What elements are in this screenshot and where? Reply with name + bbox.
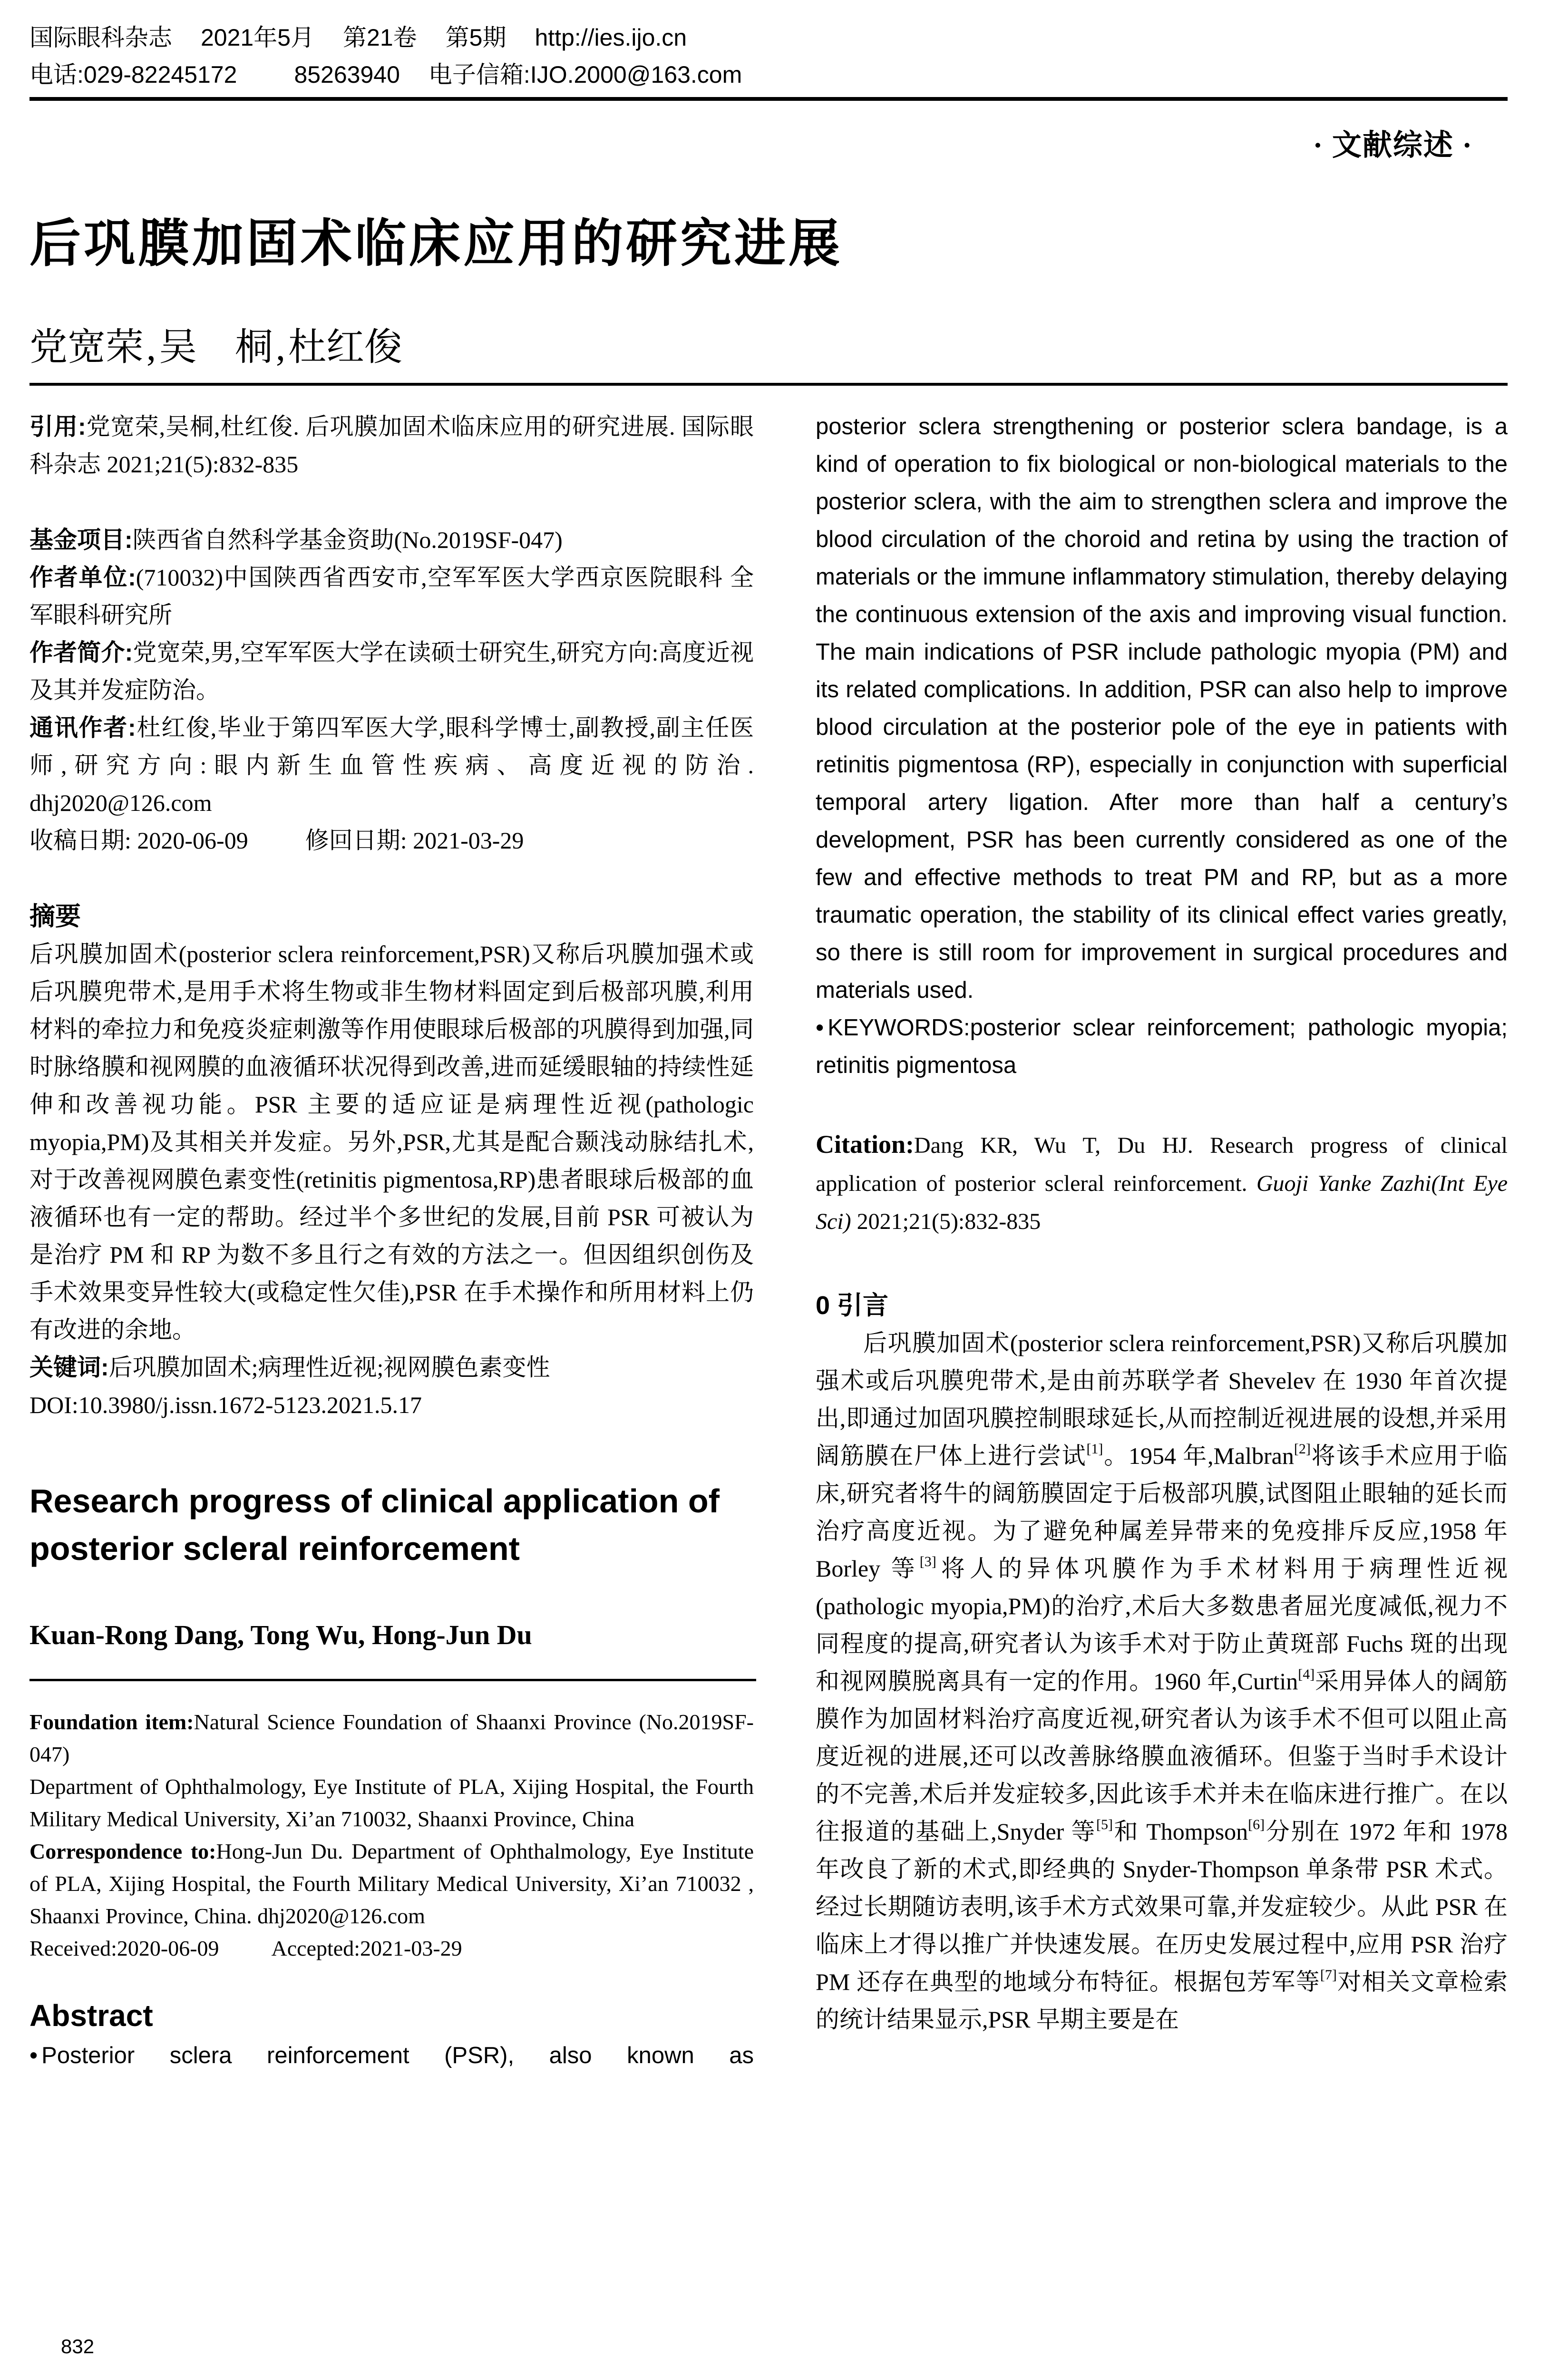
author-name: 杜红俊 <box>288 327 402 369</box>
journal-url[interactable]: http://ies.ijo.cn <box>535 24 687 51</box>
authors-cn: 党宽荣,吴 桐,杜红俊 <box>29 327 402 369</box>
running-header <box>29 19 770 93</box>
article-title-cn: 后巩膜加固术临床应用的研究进展 <box>29 214 843 272</box>
corr-text: 杜红俊,毕业于第四军医大学,眼科学博士,副教授,副主任医师,研究方向:眼内新生血管性疾病、高度近视的防治. dhj2020@126.com <box>29 714 754 816</box>
intro-text-segment: 对相关文章检索的统计结果显示,PSR 早期主要是在 <box>816 1968 1508 2033</box>
email[interactable]: 电子信箱:IJO.2000@163.com <box>428 61 742 88</box>
section-label: · 文献综述 · <box>1313 129 1473 162</box>
phone-2: 85263940 <box>294 61 400 88</box>
intro-text-segment: 后巩膜加固术(posterior sclera reinforcement,PSR)又称后巩膜加强术或后巩膜兜带术,是由前苏联学者 Shevelev 在 1930 年首次提出,即通过加固巩膜控制眼球延长,从而控制近视进展的设想,并采用阔筋膜在尸体上进行尝试 <box>816 1330 1508 1469</box>
keywords-en-text: posterior sclear reinforcement; pathologic myopia; retinitis pigmentosa <box>816 1015 1508 1078</box>
header-row-1 <box>29 19 770 56</box>
reference-link[interactable]: [3] <box>919 1554 936 1569</box>
foundation-en <box>29 1706 754 1771</box>
reference-link[interactable]: [2] <box>1294 1441 1311 1457</box>
foundation-label: 基金项目: <box>29 526 133 553</box>
foundation-text: 陕西省自然科学基金资助(No.2019SF-047) <box>132 526 563 553</box>
intro-text-segment: 将该手术应用于临床,研究者将牛的阔筋膜固定于后极部巩膜,试图阻止眼轴的延长而治疗高度近视。为了避免种属差异带来的免疫排斥反应,1958 年 Borley 等 <box>816 1442 1508 1582</box>
keywords-en-label: KEYWORDS: <box>828 1015 970 1041</box>
page-number: 832 <box>61 2335 95 2358</box>
intro-text-segment: 和 Thompson <box>1112 1818 1248 1845</box>
keywords-label: 关键词: <box>29 1354 109 1381</box>
intro-text-segment: 分别在 1972 年和 1978 年改良了新的术式,即经典的 Snyder-Thompson 单条带 PSR 术式。经过长期随访表明,该手术方式效果可靠,并发症较少。从此 PSR 在临床上才得以推广并快速发展。在历史发展过程中,应用 PSR 治疗 PM 还存在典型的地域分布特征。根据包芳军等 <box>816 1818 1508 1995</box>
bullet-icon: • <box>29 2043 38 2068</box>
abstract-text-cn: 后巩膜加固术(posterior sclera reinforcement,PSR)又称后巩膜加强术或后巩膜兜带术,是用手术将生物或非生物材料固定到后极部巩膜,利用材料的牵拉力和免疫炎症刺激等作用使眼球后极部的巩膜得到加强,同时脉络膜和视网膜的血液循环状况得到改善,进而延缓眼轴的持续性延伸和改善视功能。PSR 主要的适应证是病理性近视(pathologic myopia,PM)及其相关并发症。另外,PSR,尤其是配合颞浅动脉结扎术,对于改善视网膜色素变性(retinitis pigmentosa,RP)患者眼球后极部的血液循环也有一定的帮助。经过半个多世纪的发展,目前 PSR 可被认为是治疗 PM 和 RP 为数不多且行之有效的方法之一。但因组织创伤及手术效果变异性较大(或稳定性欠佳),PSR 在手术操作和所用材料上仍有改进的余地。 <box>29 941 754 1343</box>
intro-text-segment: 采用异体人的阔筋膜作为加固材料治疗高度近视,研究者认为该手术不但可以阻止高度近视的进展,还可以改善脉络膜血液循环。但鉴于当时手术设计的不完善,术后并发症较多,因此该手术并未在临床进行推广。在以往报道的基础上,Snyder 等 <box>816 1668 1508 1845</box>
abstract-en-continued <box>816 408 1508 1084</box>
reference-link[interactable]: [6] <box>1248 1817 1265 1832</box>
authors-en: Kuan-Rong Dang, Tong Wu, Hong-Jun Du <box>29 1619 532 1650</box>
english-front-matter <box>29 1706 754 1965</box>
abstract-heading-en: Abstract <box>29 1998 153 2033</box>
foundation-en-text: Natural Science Foundation of Shaanxi Province (No.2019SF-047) <box>29 1710 754 1766</box>
header-rule <box>29 97 1508 101</box>
left-column <box>29 408 754 2075</box>
received-label: 收稿日期: <box>29 827 131 854</box>
citation-en-journal: Guoji Yanke Zazhi(Int Eye Sci) <box>816 1171 1508 1234</box>
reference-link[interactable]: [5] <box>1096 1817 1113 1832</box>
header-row-2 <box>29 56 770 93</box>
received-date: 2020-06-09 <box>137 827 248 854</box>
right-column <box>816 408 1508 2038</box>
accepted-en: Accepted:2021-03-29 <box>271 1936 462 1960</box>
doi[interactable]: DOI:10.3980/j.issn.1672-5123.2021.5.17 <box>29 1392 422 1418</box>
issue-date: 2021年5月 <box>201 24 315 51</box>
abstract-en-start <box>29 2037 754 2075</box>
affiliation-en: Department of Ophthalmology, Eye Institute of PLA, Xijing Hospital, the Fourth Military Medical University, Xi’an 710032, Shaanxi Province, China <box>29 1774 754 1831</box>
revised-label: 修回日期: <box>305 827 407 854</box>
author-name: 党宽荣 <box>29 327 144 369</box>
intro-text-segment: 。1954 年,Malbran <box>1103 1442 1294 1469</box>
volume: 第21卷 <box>343 24 417 51</box>
bullet-icon: • <box>816 1015 824 1041</box>
citation-en <box>816 1125 1508 1241</box>
citation-en-label: Citation: <box>816 1130 914 1159</box>
corr-label: 通讯作者: <box>29 714 136 741</box>
authors-rule <box>29 383 1508 386</box>
bio-label: 作者简介: <box>29 639 133 666</box>
dates-cn <box>29 822 754 859</box>
affiliation-text: (710032)中国陕西省西安市,空军军医大学西京医院眼科 全军眼科研究所 <box>29 564 754 628</box>
affiliation-cn <box>29 559 754 634</box>
revised-date: 2021-03-29 <box>413 827 524 854</box>
affiliation-label: 作者单位: <box>29 564 136 591</box>
intro-heading: 0 引言 <box>816 1291 889 1320</box>
foundation-en-label: Foundation item: <box>29 1710 194 1734</box>
corresponding-author-cn <box>29 709 754 822</box>
corr-en-text: Hong-Jun Du. Department of Ophthalmology, Eye Institute of PLA, Xijing Hospital, the Fourth Military Medical University, Xi’an 710032 , Shaanxi Province, China. dhj2020@126.com <box>29 1839 754 1928</box>
keywords-en <box>816 1009 1508 1084</box>
citation-en-tail: 2021;21(5):832-835 <box>851 1209 1041 1234</box>
abstract-en-text: Posterior sclera reinforcement (PSR), also known as <box>41 2043 754 2068</box>
foundation-cn <box>29 521 754 559</box>
dates-en <box>29 1932 754 1965</box>
journal-name: 国际眼科杂志 <box>29 24 172 51</box>
abstract-en-body: posterior sclera strengthening or posterior sclera bandage, is a kind of operation to fix biological or non-biological materials to the posterior sclera, with the aim to strengthen sclera and improve the blood circulation of the choroid and retina by using the traction of materials or the immune inflammatory stimulation, thereby delaying the continuous extension of the axis and improving visual function. The main indications of PSR include pathologic myopia (PM) and its related complications. In addition, PSR can also help to improve blood circulation at the posterior pole of the eye in patients with retinitis pigmentosa (RP), especially in conjunction with superficial temporal artery ligation. After more than half a century’s development, PSR has been currently considered as one of the few and effective methods to treat PM and RP, but as a more traumatic operation, the stability of its clinical effect varies greatly, so there is still room for improvement in surgical procedures and materials used. <box>816 414 1508 1003</box>
citation-cn <box>29 408 754 483</box>
article-title-en: Research progress of clinical application of posterior scleral reinforcement <box>29 1482 720 1567</box>
phone: 电话:029-82245172 <box>29 61 237 88</box>
correspondence-en <box>29 1835 754 1932</box>
citation-en-text: Dang KR, Wu T, Du HJ. Research progress of clinical application of posterior scleral reinforcement. <box>816 1133 1508 1196</box>
citation-label: 引用: <box>29 413 86 440</box>
bio-text: 党宽荣,男,空军军医大学在读硕士研究生,研究方向:高度近视及其并发症防治。 <box>29 639 754 703</box>
intro-paragraph <box>816 1325 1508 2038</box>
reference-link[interactable]: [4] <box>1298 1666 1315 1682</box>
received-en: Received:2020-06-09 <box>29 1936 219 1960</box>
keywords-cn <box>29 1349 754 1386</box>
author-bio <box>29 634 754 709</box>
reference-link[interactable]: [7] <box>1320 1967 1337 1983</box>
reference-link[interactable]: [1] <box>1086 1441 1103 1457</box>
abstract-heading-cn: 摘要 <box>29 902 81 931</box>
author-name: 吴 桐 <box>159 327 273 369</box>
keywords-text: 后巩膜加固术;病理性近视;视网膜色素变性 <box>108 1354 550 1381</box>
corr-en-label: Correspondence to: <box>29 1839 216 1863</box>
intro-text-segment: 将人的异体巩膜作为手术材料用于病理性近视(pathologic myopia,PM)的治疗,术后大多数患者屈光度减低,视力不同程度的提高,研究者认为该手术对于防止黄斑部 Fuchs 斑的出现和视网膜脱离具有一定的作用。1960 年,Curtin <box>816 1555 1508 1695</box>
issue: 第5期 <box>445 24 506 51</box>
citation-text: 党宽荣,吴桐,杜红俊. 后巩膜加固术临床应用的研究进展. 国际眼科杂志 2021;21(5):832-835 <box>29 413 754 477</box>
